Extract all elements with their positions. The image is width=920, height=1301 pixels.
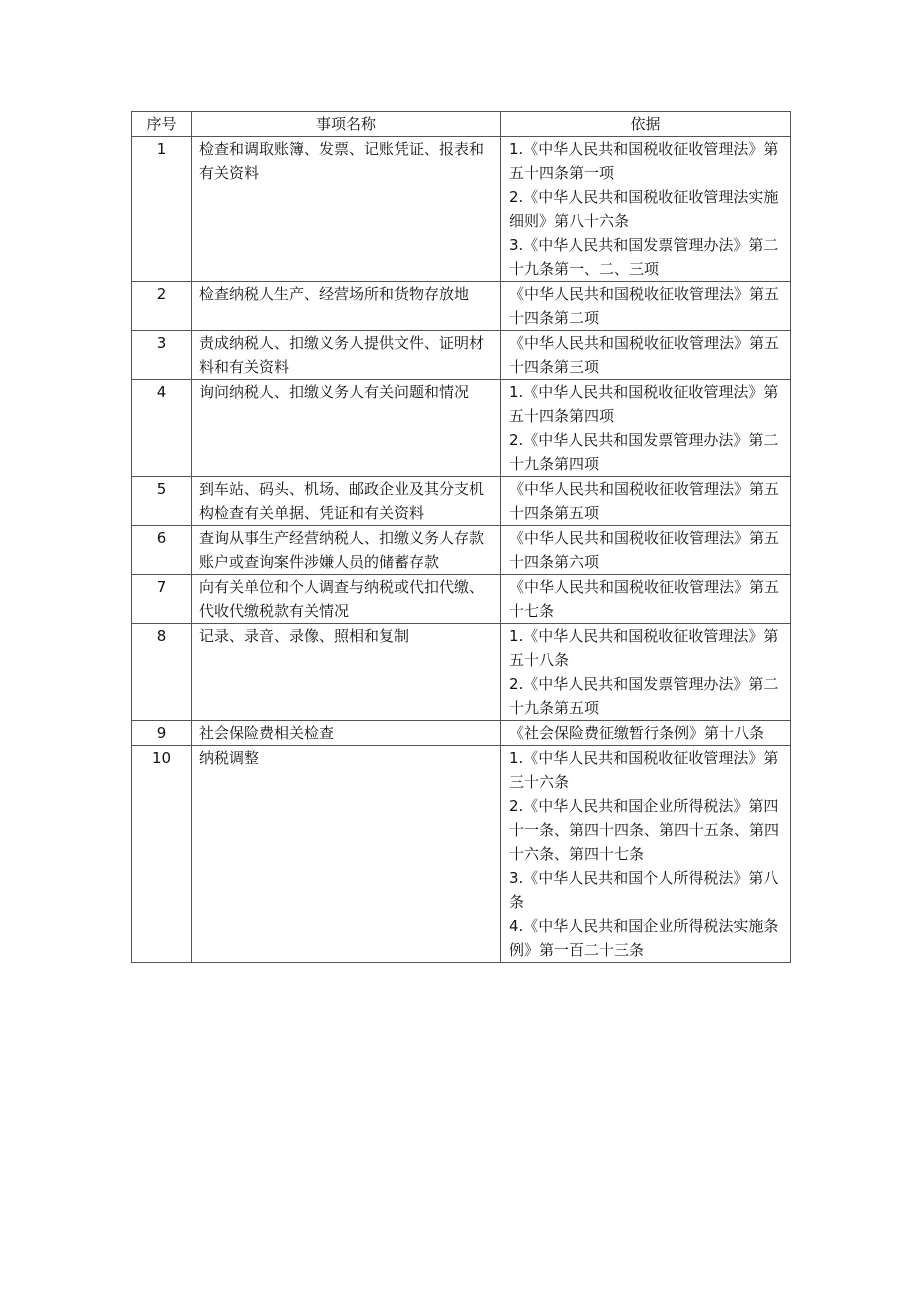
item-name: 询问纳税人、扣缴义务人有关问题和情况 [192, 380, 501, 477]
row-number: 5 [132, 477, 192, 526]
item-name: 责成纳税人、扣缴义务人提供文件、证明材料和有关资料 [192, 331, 501, 380]
legal-basis-entry: 1.《中华人民共和国税收征收管理法》第五十四条第一项 [509, 140, 779, 182]
legal-basis-entry: 2.《中华人民共和国发票管理办法》第二十九条第五项 [509, 675, 779, 717]
legal-basis-cell [501, 137, 791, 282]
table-row [132, 721, 791, 746]
legal-basis-cell [501, 331, 791, 380]
table-row [132, 331, 791, 380]
table-row [132, 746, 791, 963]
legal-basis-entry: 《中华人民共和国税收征收管理法》第五十四条第二项 [509, 285, 780, 327]
legal-basis-entry: 《中华人民共和国税收征收管理法》第五十四条第六项 [509, 529, 780, 571]
row-number: 6 [132, 526, 192, 575]
legal-basis-cell [501, 624, 791, 721]
row-number: 4 [132, 380, 192, 477]
legal-basis-entry: 1.《中华人民共和国税收征收管理法》第五十八条 [509, 627, 779, 669]
legal-basis-entry: 1.《中华人民共和国税收征收管理法》第五十四条第四项 [509, 383, 779, 425]
table-row [132, 477, 791, 526]
legal-basis-cell [501, 526, 791, 575]
legal-basis-entry: 《社会保险费征缴暂行条例》第十八条 [509, 724, 765, 742]
legal-basis-entry: 3.《中华人民共和国发票管理办法》第二十九条第一、二、三项 [509, 236, 779, 278]
legal-basis-cell [501, 721, 791, 746]
legal-basis-entry: 3.《中华人民共和国个人所得税法》第八条 [509, 869, 779, 911]
row-number: 2 [132, 282, 192, 331]
legal-basis-cell [501, 575, 791, 624]
item-name: 纳税调整 [192, 746, 501, 963]
row-number: 3 [132, 331, 192, 380]
table-row [132, 624, 791, 721]
legal-basis-entry: 2.《中华人民共和国企业所得税法》第四十一条、第四十四条、第四十五条、第四十六条、第四十七条 [509, 797, 780, 863]
header-item-name: 事项名称 [192, 112, 501, 137]
inspection-items-table-wrapper [131, 111, 790, 963]
item-name: 社会保险费相关检查 [192, 721, 501, 746]
table-row [132, 380, 791, 477]
legal-basis-cell [501, 282, 791, 331]
row-number: 8 [132, 624, 192, 721]
header-basis: 依据 [501, 112, 791, 137]
legal-basis-entry: 《中华人民共和国税收征收管理法》第五十四条第三项 [509, 334, 780, 376]
inspection-items-table [131, 111, 791, 963]
item-name: 查询从事生产经营纳税人、扣缴义务人存款账户或查询案件涉嫌人员的储蓄存款 [192, 526, 501, 575]
row-number: 10 [132, 746, 192, 963]
legal-basis-cell [501, 380, 791, 477]
item-name: 到车站、码头、机场、邮政企业及其分支机构检查有关单据、凭证和有关资料 [192, 477, 501, 526]
legal-basis-entry: 2.《中华人民共和国税收征收管理法实施细则》第八十六条 [509, 188, 779, 230]
table-row [132, 526, 791, 575]
item-name: 向有关单位和个人调查与纳税或代扣代缴、代收代缴税款有关情况 [192, 575, 501, 624]
row-number: 7 [132, 575, 192, 624]
table-body [132, 137, 791, 963]
legal-basis-cell [501, 746, 791, 963]
header-no: 序号 [132, 112, 192, 137]
legal-basis-entry: 1.《中华人民共和国税收征收管理法》第三十六条 [509, 749, 779, 791]
table-header-row [132, 112, 791, 137]
legal-basis-cell [501, 477, 791, 526]
item-name: 记录、录音、录像、照相和复制 [192, 624, 501, 721]
table-row [132, 137, 791, 282]
item-name: 检查纳税人生产、经营场所和货物存放地 [192, 282, 501, 331]
legal-basis-entry: 《中华人民共和国税收征收管理法》第五十七条 [509, 578, 780, 620]
table-row [132, 282, 791, 331]
row-number: 1 [132, 137, 192, 282]
table-row [132, 575, 791, 624]
row-number: 9 [132, 721, 192, 746]
legal-basis-entry: 《中华人民共和国税收征收管理法》第五十四条第五项 [509, 480, 780, 522]
item-name: 检查和调取账簿、发票、记账凭证、报表和有关资料 [192, 137, 501, 282]
legal-basis-entry: 4.《中华人民共和国企业所得税法实施条例》第一百二十三条 [509, 917, 779, 959]
legal-basis-entry: 2.《中华人民共和国发票管理办法》第二十九条第四项 [509, 431, 779, 473]
